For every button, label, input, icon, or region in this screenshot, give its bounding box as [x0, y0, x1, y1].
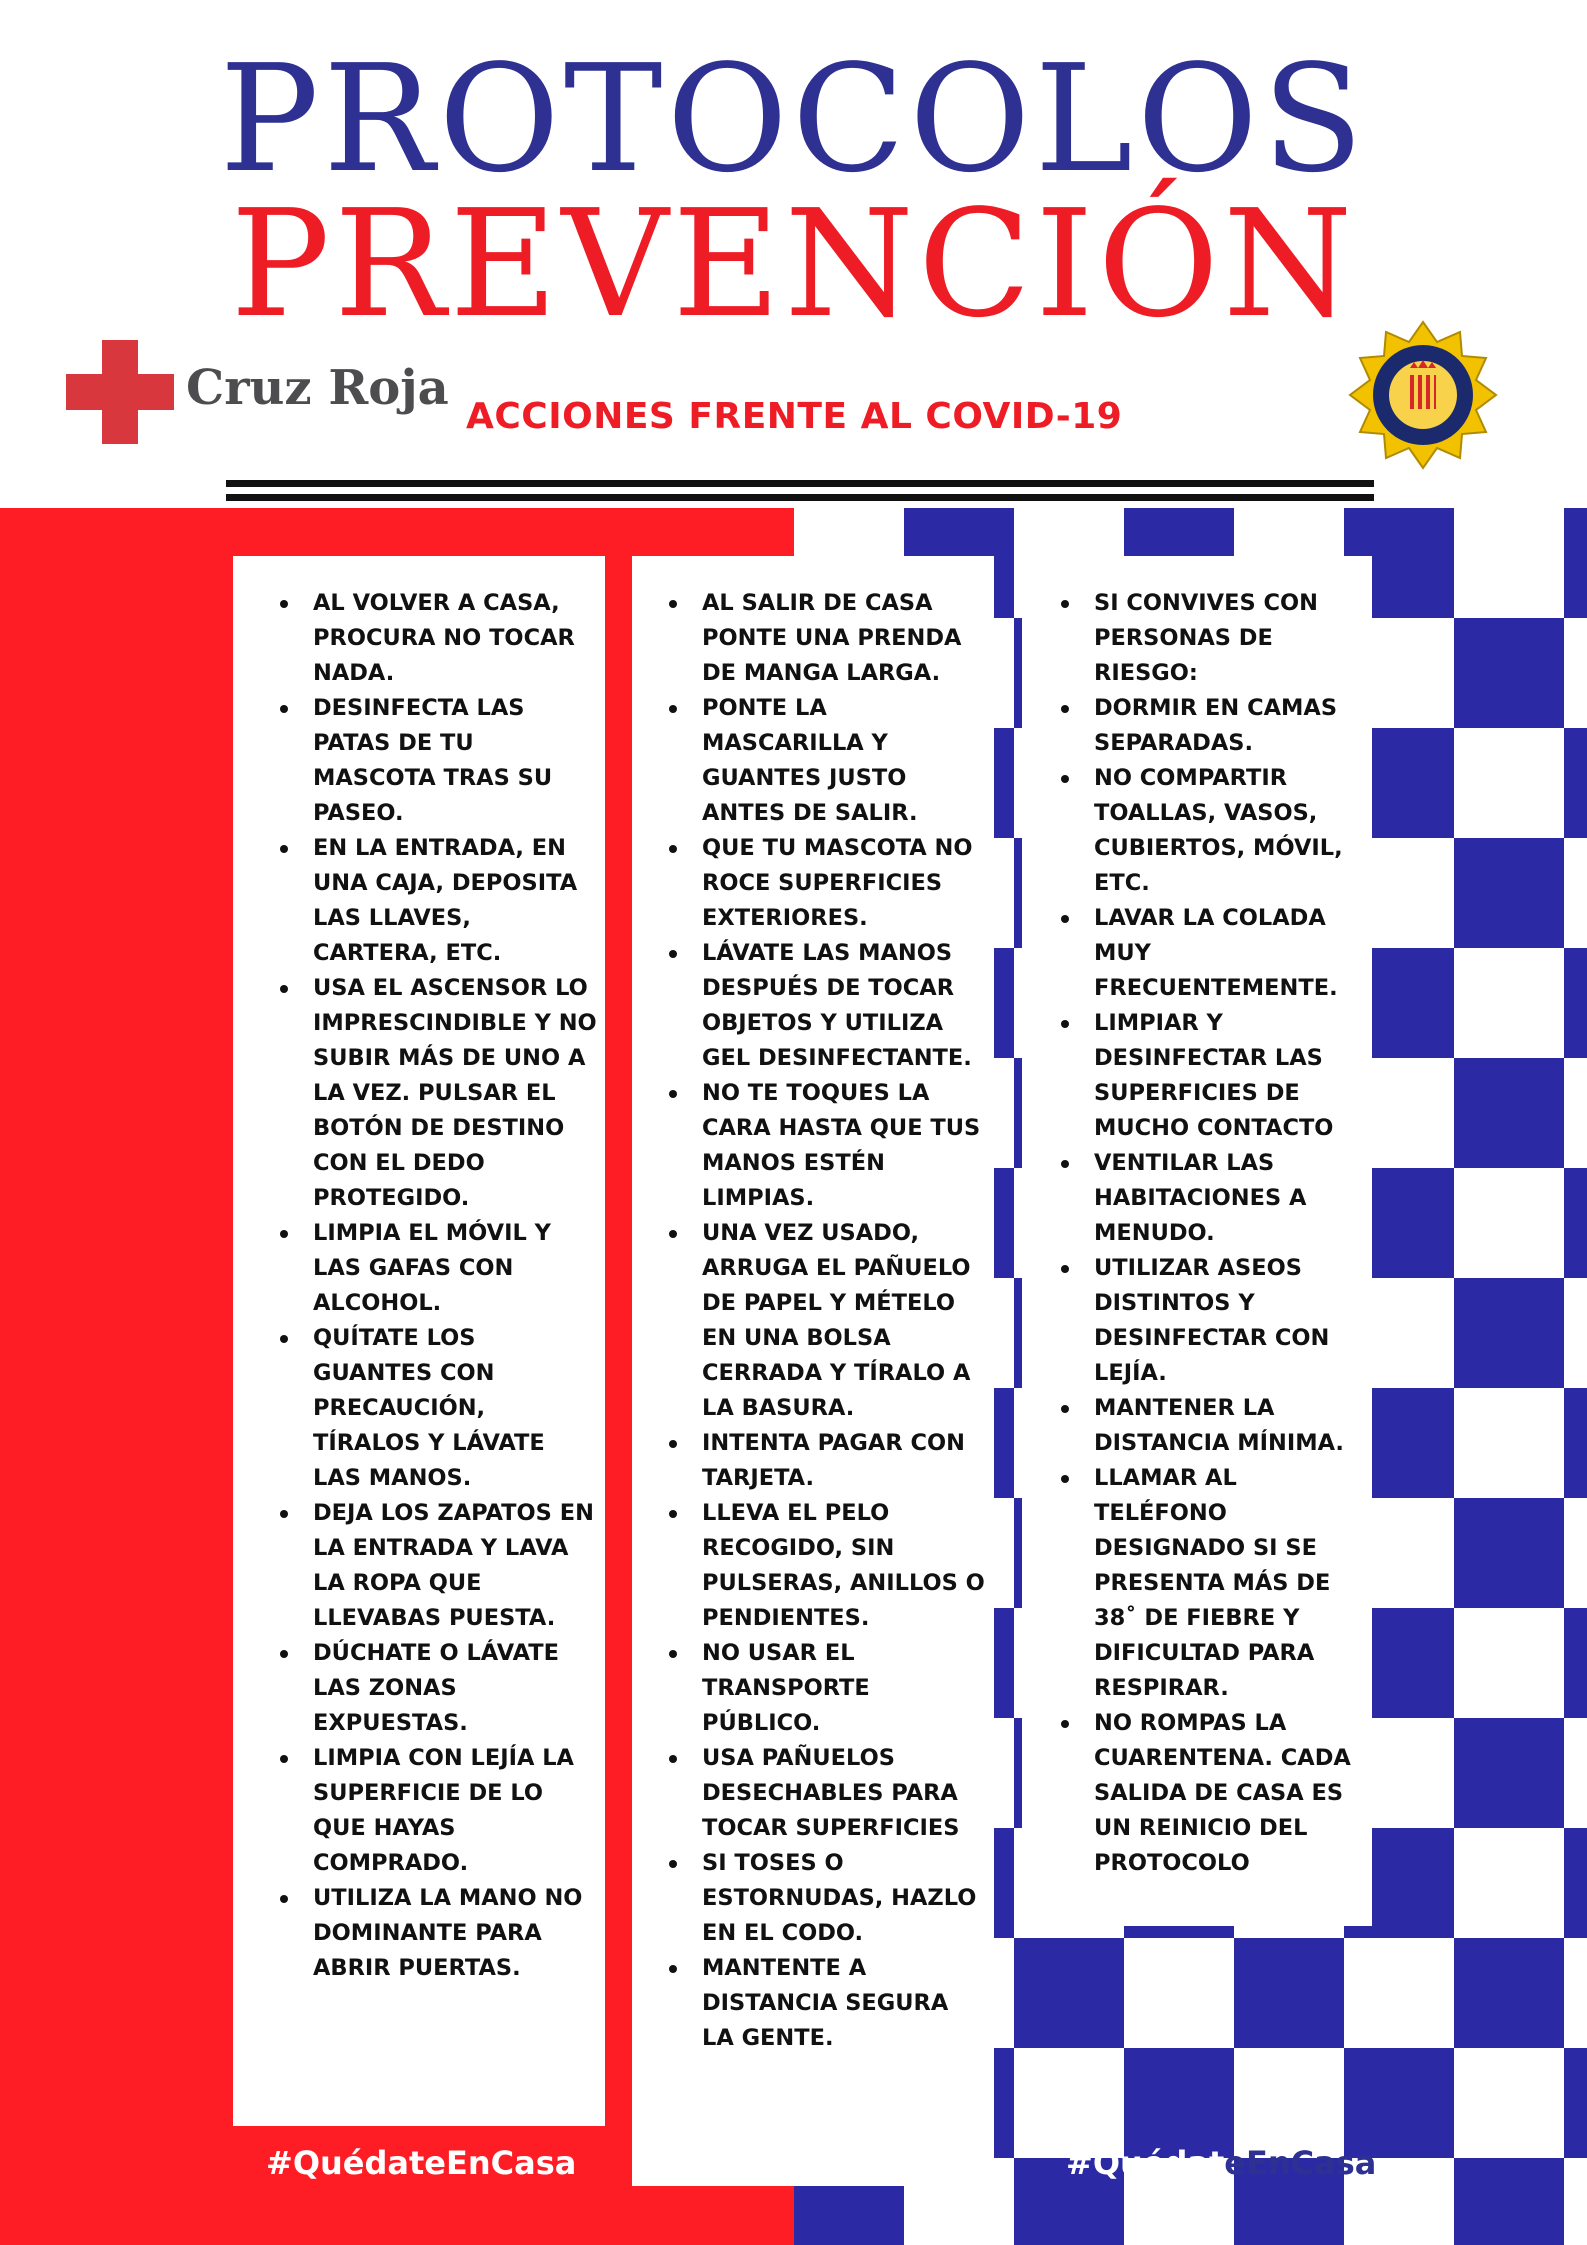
subtitle: ACCIONES FRENTE AL COVID-19: [466, 396, 1123, 437]
protocol-list: [233, 556, 605, 1986]
list-item: QUÍTATE LOS GUANTES CON PRECAUCIÓN, TÍRALOS Y LÁVATE LAS MANOS.: [313, 1321, 605, 1496]
list-item: LAVAR LA COLADA MUY FRECUENTEMENTE.: [1094, 901, 1372, 1006]
list-item: DORMIR EN CAMAS SEPARADAS.: [1094, 691, 1372, 761]
list-item: UNA VEZ USADO, ARRUGA EL PAÑUELO DE PAPEL Y MÉTELO EN UNA BOLSA CERRADA Y TÍRALO A LA BASURA.: [702, 1216, 994, 1426]
list-item: DESINFECTA LAS PATAS DE TU MASCOTA TRAS SU PASEO.: [313, 691, 605, 831]
title-line-2: PREVENCIÓN: [230, 178, 1357, 350]
list-item: EN LA ENTRADA, EN UNA CAJA, DEPOSITA LAS LLAVES, CARTERA, ETC.: [313, 831, 605, 971]
divider-line: [226, 480, 1374, 487]
list-item: MANTENER LA DISTANCIA MÍNIMA.: [1094, 1391, 1372, 1461]
divider-line: [226, 494, 1374, 501]
hashtag-right-white: #Quédat: [1066, 2144, 1225, 2182]
list-item: USA PAÑUELOS DESECHABLES PARA TOCAR SUPERFICIES: [702, 1741, 994, 1846]
list-item: AL VOLVER A CASA, PROCURA NO TOCAR NADA.: [313, 586, 605, 691]
list-item: VENTILAR LAS HABITACIONES A MENUDO.: [1094, 1146, 1372, 1251]
list-item: NO USAR EL TRANSPORTE PÚBLICO.: [702, 1636, 994, 1741]
hashtag-left: #QuédateEnCasa: [266, 2144, 577, 2182]
list-item: UTILIZAR ASEOS DISTINTOS Y DESINFECTAR CON LEJÍA.: [1094, 1251, 1372, 1391]
list-item: LIMPIAR Y DESINFECTAR LAS SUPERFICIES DE MUCHO CONTACTO: [1094, 1006, 1372, 1146]
list-item: QUE TU MASCOTA NO ROCE SUPERFICIES EXTERIORES.: [702, 831, 994, 936]
column-panel-3: [1022, 556, 1372, 1926]
list-item: NO TE TOQUES LA CARA HASTA QUE TUS MANOS ESTÉN LIMPIAS.: [702, 1076, 994, 1216]
list-item: DÚCHATE O LÁVATE LAS ZONAS EXPUESTAS.: [313, 1636, 605, 1741]
list-item: SI CONVIVES CON PERSONAS DE RIESGO:: [1094, 586, 1372, 691]
protocol-list: [632, 556, 994, 2056]
column-panel-1: [233, 556, 605, 2126]
list-item: LIMPIA EL MÓVIL Y LAS GAFAS CON ALCOHOL.: [313, 1216, 605, 1321]
list-item: SI TOSES O ESTORNUDAS, HAZLO EN EL CODO.: [702, 1846, 994, 1951]
list-item: NO ROMPAS LA CUARENTENA. CADA SALIDA DE CASA ES UN REINICIO DEL PROTOCOLO: [1094, 1706, 1372, 1881]
list-item: USA EL ASCENSOR LO IMPRESCINDIBLE Y NO SUBIR MÁS DE UNO A LA VEZ. PULSAR EL BOTÓN DE DESTINO CON EL DEDO PROTEGIDO.: [313, 971, 605, 1216]
list-item: DEJA LOS ZAPATOS EN LA ENTRADA Y LAVA LA ROPA QUE LLEVABAS PUESTA.: [313, 1496, 605, 1636]
hashtag-right-blue: eEnCasa: [1224, 2144, 1377, 2182]
list-item: NO COMPARTIR TOALLAS, VASOS, CUBIERTOS, MÓVIL, ETC.: [1094, 761, 1372, 901]
list-item: AL SALIR DE CASA PONTE UNA PRENDA DE MANGA LARGA.: [702, 586, 994, 691]
list-item: PONTE LA MASCARILLA Y GUANTES JUSTO ANTES DE SALIR.: [702, 691, 994, 831]
list-item: UTILIZA LA MANO NO DOMINANTE PARA ABRIR PUERTAS.: [313, 1881, 605, 1986]
cruz-roja-logo-text: Cruz Roja: [186, 360, 449, 416]
list-item: LÁVATE LAS MANOS DESPUÉS DE TOCAR OBJETOS Y UTILIZA GEL DESINFECTANTE.: [702, 936, 994, 1076]
list-item: LLEVA EL PELO RECOGIDO, SIN PULSERAS, ANILLOS O PENDIENTES.: [702, 1496, 994, 1636]
protocol-list: [1022, 556, 1372, 1881]
column-panel-2: [632, 556, 994, 2186]
hashtag-right: [1066, 2144, 1376, 2182]
list-item: LLAMAR AL TELÉFONO DESIGNADO SI SE PRESENTA MÁS DE 38˚ DE FIEBRE Y DIFICULTAD PARA RESPIRAR.: [1094, 1461, 1372, 1706]
list-item: MANTENTE A DISTANCIA SEGURA LA GENTE.: [702, 1951, 994, 2056]
policia-local-badge-icon: [1348, 320, 1498, 470]
title-line-1: PROTOCOLOS: [219, 33, 1368, 205]
list-item: INTENTA PAGAR CON TARJETA.: [702, 1426, 994, 1496]
red-cross-icon: [66, 340, 174, 444]
list-item: LIMPIA CON LEJÍA LA SUPERFICIE DE LO QUE HAYAS COMPRADO.: [313, 1741, 605, 1881]
